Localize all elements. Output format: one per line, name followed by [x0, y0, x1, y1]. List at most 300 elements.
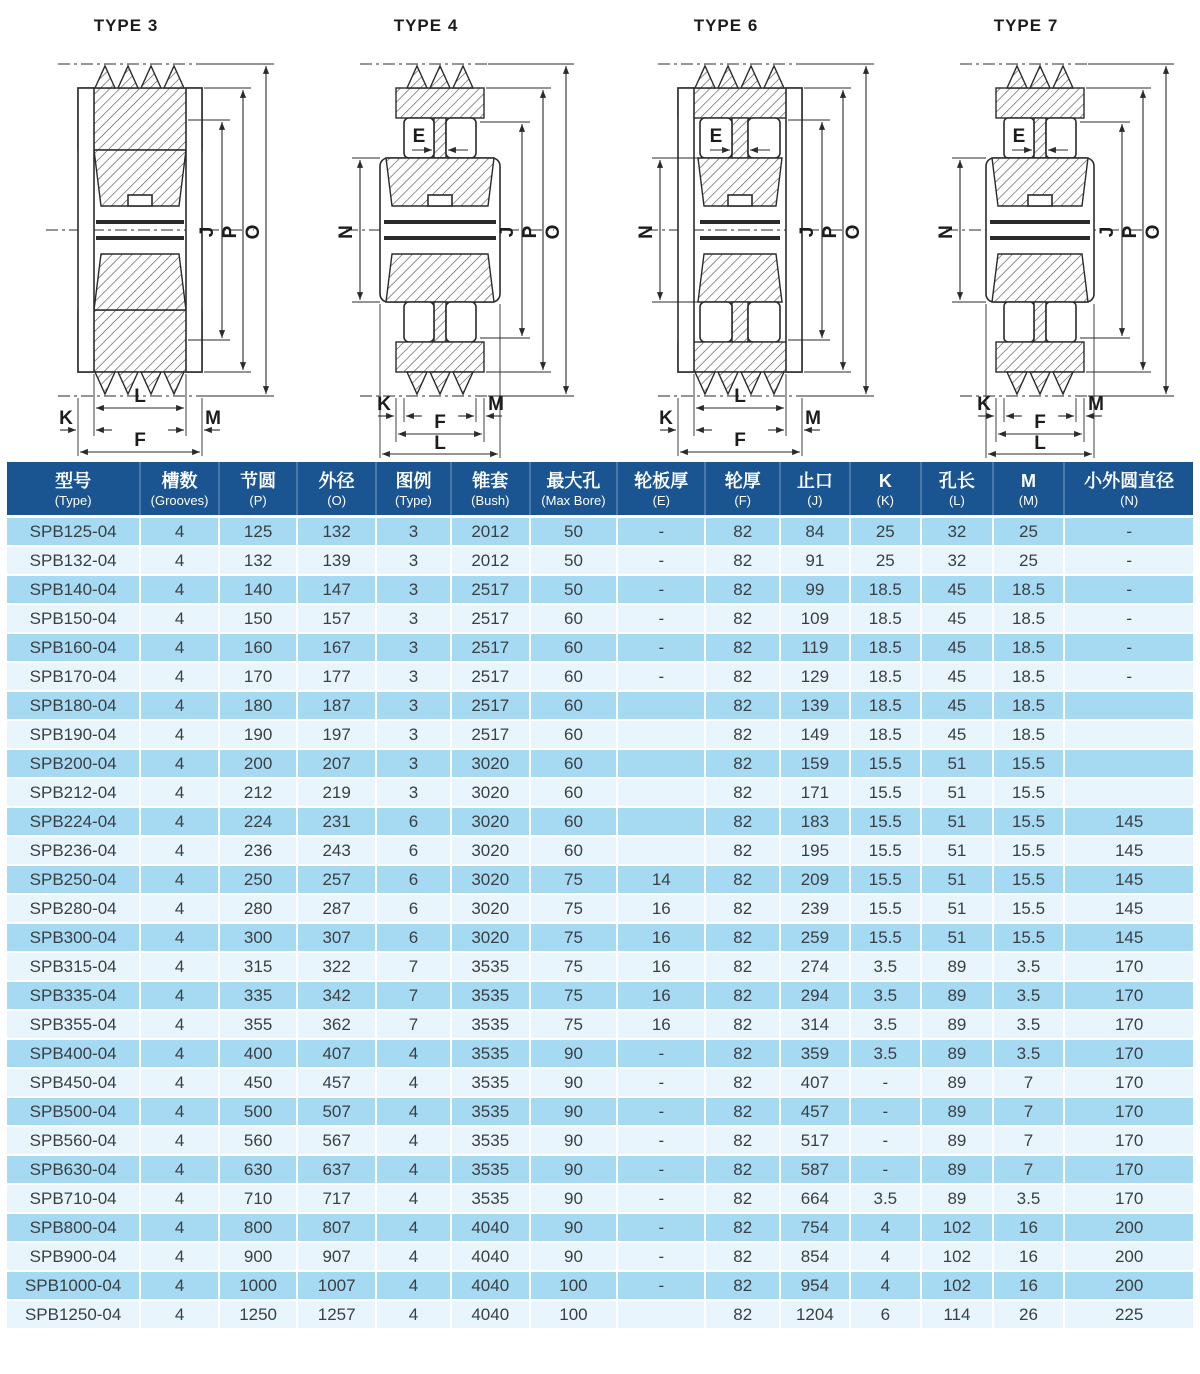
table-row — [7, 1010, 1193, 1039]
cell: 100 — [530, 1300, 618, 1329]
cell: 18.5 — [850, 720, 922, 749]
cell: 259 — [780, 923, 849, 952]
drawing-title: TYPE 6 — [693, 16, 759, 35]
cell: 7 — [993, 1068, 1065, 1097]
cell: 236 — [219, 836, 298, 865]
dim-label-F: F — [134, 430, 146, 451]
cell: 90 — [530, 1184, 618, 1213]
cell: 45 — [921, 633, 993, 662]
cell: 637 — [297, 1155, 376, 1184]
cell: 129 — [780, 662, 849, 691]
dim-label-M: M — [805, 408, 821, 429]
cell: 4 — [376, 1126, 451, 1155]
cell: 3535 — [451, 1010, 530, 1039]
cell: 3 — [376, 720, 451, 749]
cell: 15.5 — [993, 778, 1065, 807]
cell: 102 — [921, 1242, 993, 1271]
cell: 4 — [376, 1097, 451, 1126]
dim-label-O: O — [1143, 224, 1164, 240]
cell: 630 — [219, 1155, 298, 1184]
cell: 60 — [530, 778, 618, 807]
cell: 99 — [780, 575, 849, 604]
cell: 3.5 — [850, 952, 922, 981]
cell: 6 — [376, 865, 451, 894]
cell: 18.5 — [993, 604, 1065, 633]
cell: 4 — [376, 1242, 451, 1271]
cell: 3.5 — [993, 1184, 1065, 1213]
cell: 507 — [297, 1097, 376, 1126]
cell: 4 — [140, 836, 219, 865]
cell: 82 — [705, 1184, 780, 1213]
cell: 89 — [921, 1010, 993, 1039]
cell: SPB160-04 — [7, 633, 140, 662]
table-row — [7, 1213, 1193, 1242]
cell: 90 — [530, 1039, 618, 1068]
dim-label-M: M — [205, 408, 221, 429]
cell: 587 — [780, 1155, 849, 1184]
cell: 18.5 — [993, 691, 1065, 720]
cell: 15.5 — [850, 807, 922, 836]
cell: - — [850, 1068, 922, 1097]
cell: 60 — [530, 720, 618, 749]
cell: 3 — [376, 691, 451, 720]
cell: - — [850, 1097, 922, 1126]
cell: SPB170-04 — [7, 662, 140, 691]
cell: 4 — [140, 1242, 219, 1271]
cell: 219 — [297, 778, 376, 807]
cell: 4 — [140, 1184, 219, 1213]
cell: 4 — [140, 633, 219, 662]
cell: 90 — [530, 1213, 618, 1242]
cell: 7 — [376, 952, 451, 981]
drawing-type-6 — [600, 0, 900, 460]
cell: 82 — [705, 517, 780, 547]
dim-label-J: J — [1097, 226, 1118, 238]
dim-label-P: P — [820, 225, 841, 239]
table-row — [7, 633, 1193, 662]
cell: 82 — [705, 952, 780, 981]
cell: 60 — [530, 633, 618, 662]
cell: - — [1064, 546, 1193, 575]
table-row — [7, 517, 1193, 547]
cell: 15.5 — [850, 778, 922, 807]
cell: - — [617, 575, 705, 604]
cell: 207 — [297, 749, 376, 778]
cell: 15.5 — [993, 923, 1065, 952]
dim-label-N: N — [636, 225, 657, 239]
cell: - — [1064, 633, 1193, 662]
cell: 82 — [705, 633, 780, 662]
cell: 18.5 — [850, 633, 922, 662]
dim-label-L: L — [1034, 433, 1046, 454]
keyway — [1028, 195, 1052, 206]
cell: 82 — [705, 1271, 780, 1300]
col-header-3: 节圆 (P) — [219, 462, 298, 517]
cell: 82 — [705, 1097, 780, 1126]
cell: 89 — [921, 1068, 993, 1097]
cell: 15.5 — [850, 923, 922, 952]
cell: 209 — [780, 865, 849, 894]
cell: 114 — [921, 1300, 993, 1329]
cell: 109 — [780, 604, 849, 633]
cell: 3.5 — [993, 1039, 1065, 1068]
cell: 2517 — [451, 662, 530, 691]
cell: 4040 — [451, 1271, 530, 1300]
cell: 16 — [617, 894, 705, 923]
cell: 82 — [705, 662, 780, 691]
cell: 139 — [780, 691, 849, 720]
cell: 2517 — [451, 633, 530, 662]
drawing-title: TYPE 3 — [93, 16, 159, 35]
cell: SPB132-04 — [7, 546, 140, 575]
table-row — [7, 1300, 1193, 1329]
type-6-cross-section — [600, 0, 900, 460]
cell: 335 — [219, 981, 298, 1010]
cell: 16 — [617, 981, 705, 1010]
cell: - — [617, 1097, 705, 1126]
cell: 75 — [530, 952, 618, 981]
cell: 50 — [530, 546, 618, 575]
cell: 2517 — [451, 604, 530, 633]
cell: 4 — [376, 1039, 451, 1068]
dim-label-E: E — [709, 126, 723, 147]
cell: 3535 — [451, 1039, 530, 1068]
cell: 3.5 — [993, 1010, 1065, 1039]
cell: 200 — [1064, 1213, 1193, 1242]
cell: 3020 — [451, 894, 530, 923]
cell: 4 — [140, 1213, 219, 1242]
cell: 51 — [921, 923, 993, 952]
cell: 89 — [921, 1155, 993, 1184]
cell: 150 — [219, 604, 298, 633]
cell: 355 — [219, 1010, 298, 1039]
cell: - — [617, 546, 705, 575]
table-row — [7, 1097, 1193, 1126]
table-row — [7, 1155, 1193, 1184]
cell — [1064, 778, 1193, 807]
dim-label-P: P — [1120, 225, 1141, 239]
dim-label-O: O — [243, 224, 264, 240]
cell: 147 — [297, 575, 376, 604]
cell: 1204 — [780, 1300, 849, 1329]
dim-label-N: N — [336, 225, 357, 239]
technical-drawings — [0, 0, 1200, 460]
table-row — [7, 1242, 1193, 1271]
cell: 60 — [530, 691, 618, 720]
cell: 4 — [140, 1300, 219, 1329]
cell: 50 — [530, 517, 618, 547]
col-header-10: 止口 (J) — [780, 462, 849, 517]
cell: 4 — [140, 749, 219, 778]
cell: 15.5 — [850, 749, 922, 778]
cell: SPB212-04 — [7, 778, 140, 807]
cell: 3 — [376, 546, 451, 575]
dim-label-O: O — [843, 224, 864, 240]
cell: 119 — [780, 633, 849, 662]
cell: - — [1064, 604, 1193, 633]
cell — [617, 691, 705, 720]
cell: 90 — [530, 1155, 618, 1184]
dim-label-P: P — [220, 225, 241, 239]
cell: 4 — [140, 778, 219, 807]
cell: 15.5 — [993, 836, 1065, 865]
cell: 50 — [530, 575, 618, 604]
cell: 6 — [376, 807, 451, 836]
cell: 15.5 — [993, 894, 1065, 923]
type-4-cross-section — [300, 0, 600, 460]
cell: 82 — [705, 1068, 780, 1097]
cell: 82 — [705, 1126, 780, 1155]
dim-label-K: K — [377, 394, 391, 415]
cell: 280 — [219, 894, 298, 923]
cell: 145 — [1064, 807, 1193, 836]
cell: 145 — [1064, 894, 1193, 923]
cell: 807 — [297, 1213, 376, 1242]
drawing-type-7 — [900, 0, 1200, 460]
cell: SPB400-04 — [7, 1039, 140, 1068]
cell: 84 — [780, 517, 849, 547]
cell: SPB800-04 — [7, 1213, 140, 1242]
cell: 145 — [1064, 923, 1193, 952]
cell: 82 — [705, 1010, 780, 1039]
cell: 16 — [993, 1271, 1065, 1300]
cell: 4 — [140, 575, 219, 604]
col-header-4: 外径 (O) — [297, 462, 376, 517]
cell: 145 — [1064, 865, 1193, 894]
cell: 16 — [617, 952, 705, 981]
cell: 45 — [921, 604, 993, 633]
cell: 717 — [297, 1184, 376, 1213]
cell: SPB250-04 — [7, 865, 140, 894]
cell: 4 — [850, 1271, 922, 1300]
cell: 4040 — [451, 1213, 530, 1242]
cell: 167 — [297, 633, 376, 662]
cell: SPB125-04 — [7, 517, 140, 547]
cell: 90 — [530, 1068, 618, 1097]
cell: SPB450-04 — [7, 1068, 140, 1097]
cell: 257 — [297, 865, 376, 894]
dim-label-P: P — [520, 225, 541, 239]
cell: 170 — [1064, 1097, 1193, 1126]
cell: 132 — [219, 546, 298, 575]
cell: 60 — [530, 604, 618, 633]
cell: - — [617, 517, 705, 547]
drawing-type-4 — [300, 0, 600, 460]
cell: 274 — [780, 952, 849, 981]
cell: SPB560-04 — [7, 1126, 140, 1155]
cell: 4 — [140, 1271, 219, 1300]
cell: SPB630-04 — [7, 1155, 140, 1184]
cell: 89 — [921, 1097, 993, 1126]
cell: 157 — [297, 604, 376, 633]
col-header-11: K (K) — [850, 462, 922, 517]
cell: 224 — [219, 807, 298, 836]
table-row — [7, 778, 1193, 807]
cell: 15.5 — [850, 894, 922, 923]
col-header-5: 图例 (Type) — [376, 462, 451, 517]
cell: 1257 — [297, 1300, 376, 1329]
cell: 300 — [219, 923, 298, 952]
table-row — [7, 865, 1193, 894]
cell: 159 — [780, 749, 849, 778]
cell: 500 — [219, 1097, 298, 1126]
cell: 200 — [1064, 1271, 1193, 1300]
drawing-type-3 — [0, 0, 300, 460]
table-row — [7, 807, 1193, 836]
cell: 26 — [993, 1300, 1065, 1329]
cell: 100 — [530, 1271, 618, 1300]
cell: 3 — [376, 633, 451, 662]
cell: - — [617, 1242, 705, 1271]
cell: 2012 — [451, 546, 530, 575]
cell: 18.5 — [993, 633, 1065, 662]
col-header-2: 槽数 (Grooves) — [140, 462, 219, 517]
cell: 82 — [705, 546, 780, 575]
cell: 250 — [219, 865, 298, 894]
cell: 4 — [376, 1184, 451, 1213]
cell: - — [850, 1126, 922, 1155]
cell — [617, 749, 705, 778]
cell: - — [617, 1271, 705, 1300]
cell: 171 — [780, 778, 849, 807]
cell: 16 — [617, 1010, 705, 1039]
cell: 3020 — [451, 807, 530, 836]
cell: - — [1064, 662, 1193, 691]
type-3-cross-section — [0, 0, 300, 460]
cell: 102 — [921, 1271, 993, 1300]
cell: 7 — [993, 1126, 1065, 1155]
cell: 90 — [530, 1097, 618, 1126]
cell: 907 — [297, 1242, 376, 1271]
cell: 954 — [780, 1271, 849, 1300]
cell: 4 — [140, 865, 219, 894]
cell: SPB335-04 — [7, 981, 140, 1010]
cell: 145 — [1064, 836, 1193, 865]
cell: 900 — [219, 1242, 298, 1271]
cell: 400 — [219, 1039, 298, 1068]
cell: 315 — [219, 952, 298, 981]
table-row — [7, 604, 1193, 633]
cell: SPB140-04 — [7, 575, 140, 604]
cell: 89 — [921, 1126, 993, 1155]
cell — [617, 720, 705, 749]
cell: 3 — [376, 662, 451, 691]
cell: 3020 — [451, 749, 530, 778]
cell: 407 — [780, 1068, 849, 1097]
drawing-title: TYPE 4 — [393, 16, 459, 35]
cell: 854 — [780, 1242, 849, 1271]
cell: SPB150-04 — [7, 604, 140, 633]
cell: 170 — [1064, 1068, 1193, 1097]
cell: 212 — [219, 778, 298, 807]
cell: 294 — [780, 981, 849, 1010]
cell: 362 — [297, 1010, 376, 1039]
cell: 45 — [921, 691, 993, 720]
cell: 18.5 — [993, 662, 1065, 691]
dim-label-F: F — [1034, 412, 1046, 433]
cell: 89 — [921, 952, 993, 981]
cell: 25 — [993, 517, 1065, 547]
cell — [1064, 749, 1193, 778]
cell: SPB500-04 — [7, 1097, 140, 1126]
dim-label-L: L — [734, 386, 746, 407]
cell: 3020 — [451, 923, 530, 952]
cell: 4 — [140, 981, 219, 1010]
cell: 82 — [705, 604, 780, 633]
cell: 75 — [530, 865, 618, 894]
cell: SPB355-04 — [7, 1010, 140, 1039]
cell: 7 — [376, 1010, 451, 1039]
dim-label-M: M — [1088, 394, 1104, 415]
cell: 51 — [921, 778, 993, 807]
cell: 51 — [921, 807, 993, 836]
dim-label-N: N — [936, 225, 957, 239]
col-header-9: 轮厚 (F) — [705, 462, 780, 517]
cell: 4 — [376, 1155, 451, 1184]
cell: 15.5 — [850, 865, 922, 894]
cell: 307 — [297, 923, 376, 952]
cell: 82 — [705, 1213, 780, 1242]
cell: - — [617, 1155, 705, 1184]
cell: 3535 — [451, 1126, 530, 1155]
cell: 82 — [705, 981, 780, 1010]
cell: 2517 — [451, 691, 530, 720]
cell: 6 — [376, 894, 451, 923]
cell: 7 — [993, 1155, 1065, 1184]
dim-label-O: O — [543, 224, 564, 240]
cell: SPB1000-04 — [7, 1271, 140, 1300]
spec-table — [7, 462, 1193, 1330]
table-row — [7, 894, 1193, 923]
cell: 4 — [140, 662, 219, 691]
cell: SPB710-04 — [7, 1184, 140, 1213]
cell: 170 — [219, 662, 298, 691]
cell: SPB180-04 — [7, 691, 140, 720]
cell: 82 — [705, 720, 780, 749]
cell: 710 — [219, 1184, 298, 1213]
cell: 82 — [705, 778, 780, 807]
cell: 342 — [297, 981, 376, 1010]
cell: 4 — [850, 1242, 922, 1271]
table-row — [7, 923, 1193, 952]
cell: 170 — [1064, 1010, 1193, 1039]
cell: 560 — [219, 1126, 298, 1155]
cell: 183 — [780, 807, 849, 836]
cell: 32 — [921, 546, 993, 575]
cell: - — [617, 604, 705, 633]
cell: 180 — [219, 691, 298, 720]
cell: 45 — [921, 662, 993, 691]
cell: 567 — [297, 1126, 376, 1155]
cell: - — [850, 1155, 922, 1184]
table-row — [7, 749, 1193, 778]
cell: 3 — [376, 778, 451, 807]
cell: 4 — [376, 1300, 451, 1329]
dim-label-F: F — [434, 412, 446, 433]
cell: 160 — [219, 633, 298, 662]
table-header — [7, 462, 1193, 517]
table-row — [7, 1184, 1193, 1213]
cell — [617, 778, 705, 807]
cell: 82 — [705, 807, 780, 836]
cell: 407 — [297, 1039, 376, 1068]
cell — [1064, 720, 1193, 749]
cell: SPB236-04 — [7, 836, 140, 865]
cell: 314 — [780, 1010, 849, 1039]
cell: 2517 — [451, 575, 530, 604]
cell: 3020 — [451, 778, 530, 807]
cell: 16 — [993, 1242, 1065, 1271]
